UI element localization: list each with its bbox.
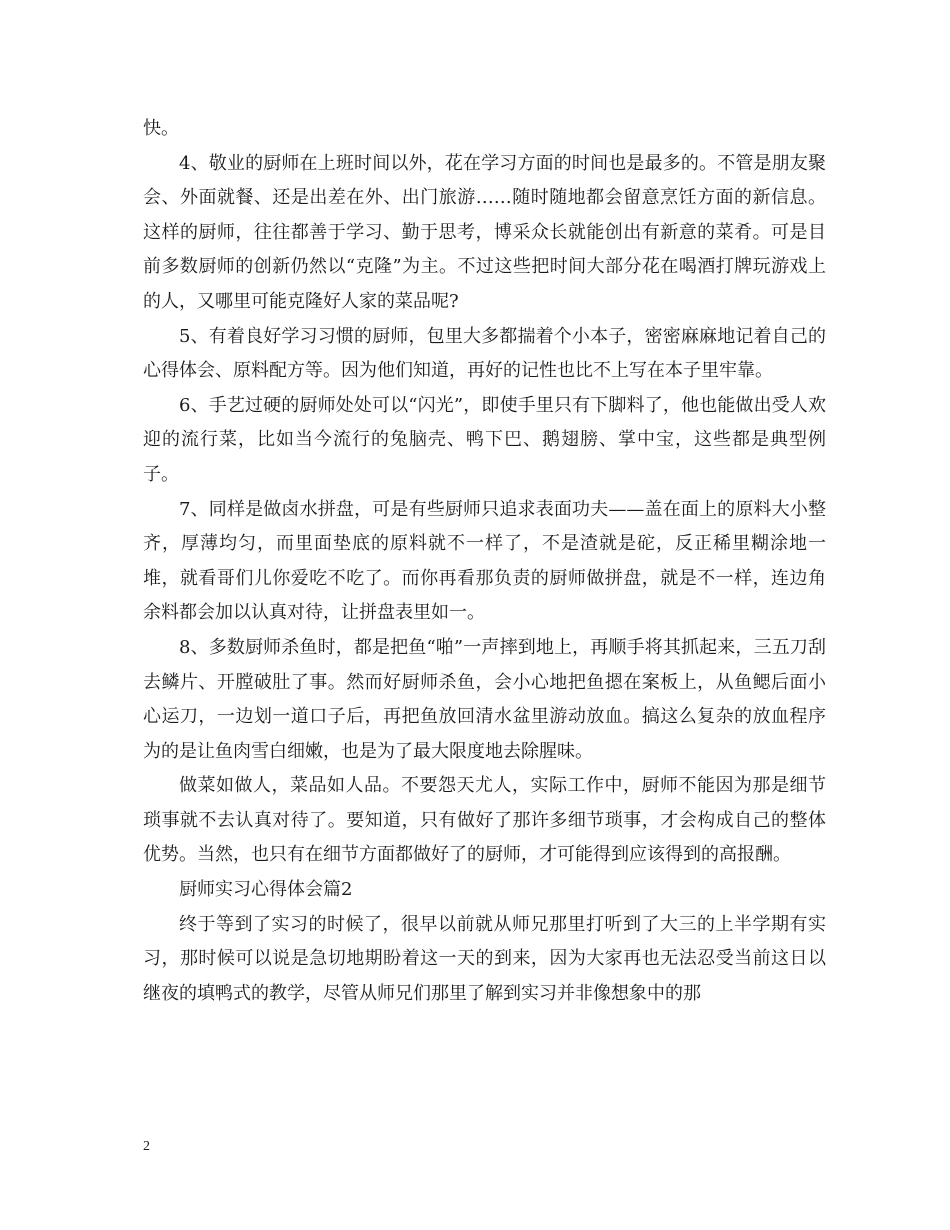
section-heading: 厨师实习心得体会篇2 [179,879,353,901]
paragraph: 终于等到了实习的时候了，很早以前就从师兄那里打听到了大三的上半学期有实习，那时候可以说是急切地期盼着这一天的到来，因为大家再也无法忍受当前这日以继夜的填鸭式的教学，尽管从师兄们那里了解到实习并非像想象中的那 [143,913,826,1004]
paragraph: 5、有着良好学习习惯的厨师，包里大多都揣着个小本子，密密麻麻地记着自己的心得体会、原料配方等。因为他们知道，再好的记性也比不上写在本子里牢靠。 [143,325,826,382]
paragraph: 快。 [143,118,179,139]
paragraph: 6、手艺过硬的厨师处处可以“闪光”，即使手里只有下脚料了，他也能做出受人欢迎的流行菜，比如当今流行的兔脑壳、鸭下巴、鹅翅膀、掌中宝，这些都是典型例子。 [143,394,826,485]
paragraph: 8、多数厨师杀鱼时，都是把鱼“啪”一声摔到地上，再顺手将其抓起来，三五刀刮去鳞片、开膛破肚了事。然而好厨师杀鱼，会小心地把鱼摁在案板上，从鱼鳃后面小心运刀，一边划一道口子后，再把鱼放回清水盆里游动放血。搞这么复杂的放血程序为的是让鱼肉雪白细嫩，也是为了最大限度地去除腥味。 [143,636,826,762]
paragraph: 7、同样是做卤水拼盘，可是有些厨师只追求表面功夫——盖在面上的原料大小整齐，厚薄均匀，而里面垫底的原料就不一样了，不是渣就是砣，反正稀里糊涂地一堆，就看哥们儿你爱吃不吃了。而你再看那负责的厨师做拼盘，就是不一样，连边角余料都会加以认真对待，让拼盘表里如一。 [143,498,826,624]
paragraph: 做菜如做人，菜品如人品。不要怨天尤人，实际工作中，厨师不能因为那是细节琐事就不去认真对待了。要知道，只有做好了那许多细节琐事，才会构成自己的整体优势。当然，也只有在细节方面都做好了的厨师，才可能得到应该得到的高报酬。 [143,775,826,866]
document-body [143,112,826,1011]
page-number: 2 [143,1139,150,1154]
paragraph: 4、敬业的厨师在上班时间以外，花在学习方面的时间也是最多的。不管是朋友聚会、外面就餐、还是出差在外、出门旅游……随时随地都会留意烹饪方面的新信息。这样的厨师，往往都善于学习、勤于思考，博采众长就能创出有新意的菜肴。可是目前多数厨师的创新仍然以“克隆”为主。不过这些把时间大部分花在喝酒打牌玩游戏上的人，又哪里可能克隆好人家的菜品呢? [143,152,826,312]
